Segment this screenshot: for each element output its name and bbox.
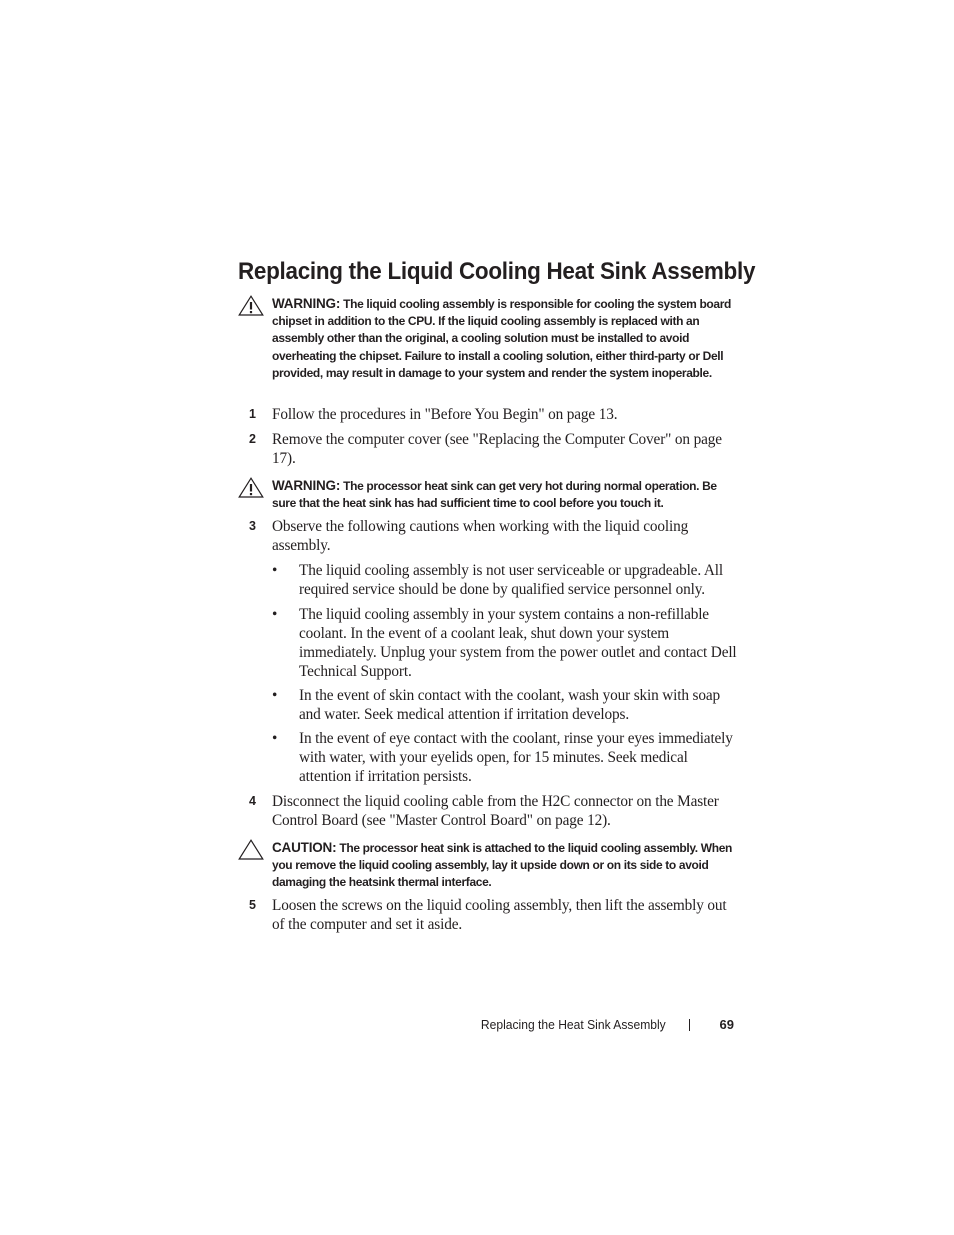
warning-text: The liquid cooling assembly is responsible for cooling the system board chipset in addition to the CPU. If the liquid cooling assembly is replaced with an assembly other than the original, a cooling solution must be installed to avoid overheating the chipset. Failure to install a cooling solution, either third-party or Dell provided, may result in damage to your system and render the system inoperable. bbox=[272, 297, 732, 380]
page-number: 69 bbox=[719, 1017, 734, 1032]
page-footer bbox=[0, 1015, 954, 1035]
footer-section-title: Replacing the Heat Sink Assembly bbox=[481, 1017, 666, 1032]
warning-label: WARNING: bbox=[272, 296, 341, 311]
bullet-item bbox=[272, 561, 742, 599]
warning-triangle-icon bbox=[238, 295, 264, 316]
bullet-text: The liquid cooling assembly is not user serviceable or upgradeable. All required service should be done by qualified service personnel only. bbox=[299, 562, 723, 598]
warning-notice bbox=[238, 477, 738, 512]
step-text: Disconnect the liquid cooling cable from the H2C connector on the Master Control Board (see "Master Control Board" on page 12). bbox=[272, 793, 719, 829]
warning-notice bbox=[238, 295, 738, 382]
bullet-text: The liquid cooling assembly in your system contains a non-refillable coolant. In the event of a coolant leak, shut down your system immediately. Unplug your system from the power outlet and contact Dell Technical Support. bbox=[299, 606, 737, 680]
bullet-marker: • bbox=[272, 687, 278, 704]
bullet-item bbox=[272, 686, 742, 724]
caution-text: The processor heat sink is attached to the liquid cooling assembly. When you remove the liquid cooling assembly, lay it upside down or on its side to avoid damaging the heatsink thermal interface. bbox=[272, 841, 733, 890]
footer-divider bbox=[689, 1019, 690, 1031]
step-number: 3 bbox=[249, 519, 256, 533]
warning-label: WARNING: bbox=[272, 478, 341, 493]
step-item bbox=[249, 405, 739, 424]
bullet-item bbox=[272, 605, 742, 681]
warning-text: The processor heat sink can get very hot during normal operation. Be sure that the heat sink has had sufficient time to cool before you touch it. bbox=[272, 479, 717, 511]
step-text: Follow the procedures in "Before You Begin" on page 13. bbox=[272, 406, 618, 423]
step-number: 4 bbox=[249, 794, 256, 808]
bullet-marker: • bbox=[272, 730, 278, 747]
bullet-marker: • bbox=[272, 606, 278, 623]
bullet-text: In the event of eye contact with the coolant, rinse your eyes immediately with water, with your eyelids open, for 15 minutes. Seek medical attention if irritation persists. bbox=[299, 730, 733, 785]
caution-triangle-icon bbox=[238, 839, 264, 860]
step-number: 2 bbox=[249, 432, 256, 446]
caution-label: CAUTION: bbox=[272, 840, 337, 855]
warning-triangle-icon bbox=[238, 477, 264, 498]
step-text: Remove the computer cover (see "Replacing the Computer Cover" on page 17). bbox=[272, 431, 722, 467]
step-text: Observe the following cautions when working with the liquid cooling assembly. bbox=[272, 518, 689, 554]
caution-notice bbox=[238, 839, 738, 892]
step-item bbox=[249, 792, 739, 830]
step-number: 5 bbox=[249, 898, 256, 912]
step-item bbox=[249, 517, 739, 555]
bullet-marker: • bbox=[272, 562, 278, 579]
bullet-item bbox=[272, 729, 742, 786]
page-title: Replacing the Liquid Cooling Heat Sink Assembly bbox=[238, 258, 756, 285]
step-number: 1 bbox=[249, 407, 256, 421]
step-item bbox=[249, 896, 739, 934]
bullet-text: In the event of skin contact with the coolant, wash your skin with soap and water. Seek medical attention if irritation develops. bbox=[299, 687, 720, 723]
step-text: Loosen the screws on the liquid cooling assembly, then lift the assembly out of the computer and set it aside. bbox=[272, 897, 727, 933]
step-item bbox=[249, 430, 739, 468]
